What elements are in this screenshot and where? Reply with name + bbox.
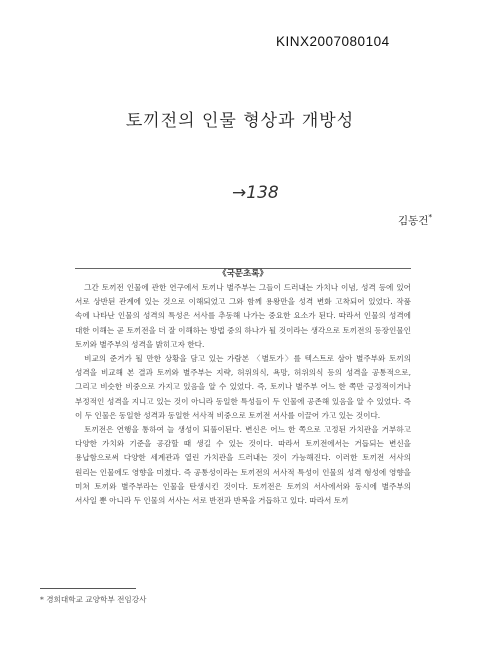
arrow-icon: → bbox=[232, 183, 245, 203]
abstract-section bbox=[75, 268, 411, 508]
abstract-heading bbox=[75, 261, 411, 280]
footnote-mark: * bbox=[40, 595, 44, 604]
handwritten-note bbox=[232, 183, 279, 203]
abstract-heading-label: 《국문초록》 bbox=[213, 269, 273, 279]
abstract-paragraph-1: 그간 토끼전 인물에 관한 연구에서 토끼나 별주부는 그들이 드러내는 가치나 이념, 성격 등에 있어 서로 상반된 관계에 있는 것으로 이해되었고 그와 함께 용왕만을 성격 변화 고착되어 있었다. 작품 속에 나타난 인물의 성격의 특성은 서사를 추동해 나가는 중요한 요소가 된다. 따라서 인물의 성격에 대한 이해는 곧 토끼전을 더 잘 이해하는 방법 중의 하나가 될 것이라는 생각으로 토끼전의 등장인물인 토끼와 별주부의 성격을 밝히고자 한다. bbox=[75, 283, 411, 349]
footnote-divider bbox=[40, 588, 136, 589]
author-affiliation-footnote bbox=[40, 594, 146, 605]
abstract-paragraph-2: 비교의 준거가 될 만한 상황을 담고 있는 가람본 〈별토가〉를 텍스트로 삼아 별주부와 토끼의 성격을 비교해 본 결과 토끼와 별주부는 지략, 허위의식, 욕망, 허위의식 등의 성격을 공통적으로, 그리고 비슷한 비중으로 가지고 있음을 알 수 있었다. 즉, 토끼나 별주부 어느 한 쪽만 긍정적이거나 부정적인 성격을 지니고 있는 것이 아니라 동일한 특성들이 두 인물에 공존해 있음을 알 수 있었다. 즉 이 두 인물은 동일한 성격과 동일한 서사적 비중으로 토끼전 서사를 이끌어 가고 있는 것이다. bbox=[75, 354, 411, 420]
author-name: 김동건 bbox=[398, 215, 429, 227]
abstract-paragraph-3: 토끼전은 연행을 통하여 늘 생성이 되풀이된다. 변신은 어느 한 쪽으로 고정된 가치관을 거부하고 다양한 가치와 기준을 공감할 때 생길 수 있는 것이다. 따라서 토끼전에서는 거듭되는 변신을 용납함으로써 다양한 세계관과 열린 가치관을 드러내는 것이 가능해진다. 이러한 토끼전 서사의 원리는 인물에도 영향을 미쳤다. 즉 공통성이라는 토끼전의 서사적 특성이 인물의 성격 형성에 영향을 미쳐 토끼와 별주부라는 인물을 탄생시킨 것이다. 토끼전은 토끼의 서사에서와 동시에 별주부의 서사일 뿐 아니라 두 인물의 서사는 서로 반전과 반복을 거듭하고 있다. 따라서 토끼 bbox=[75, 425, 411, 506]
document-id: KINX2007080104 bbox=[276, 34, 390, 49]
footnote-text: 경희대학교 교양학부 전임강사 bbox=[46, 595, 147, 604]
author-footnote-mark: * bbox=[428, 213, 432, 222]
author bbox=[398, 213, 432, 228]
paper-title: 토끼전의 인물 형상과 개방성 bbox=[125, 111, 355, 131]
handwritten-number: 138 bbox=[246, 183, 279, 203]
